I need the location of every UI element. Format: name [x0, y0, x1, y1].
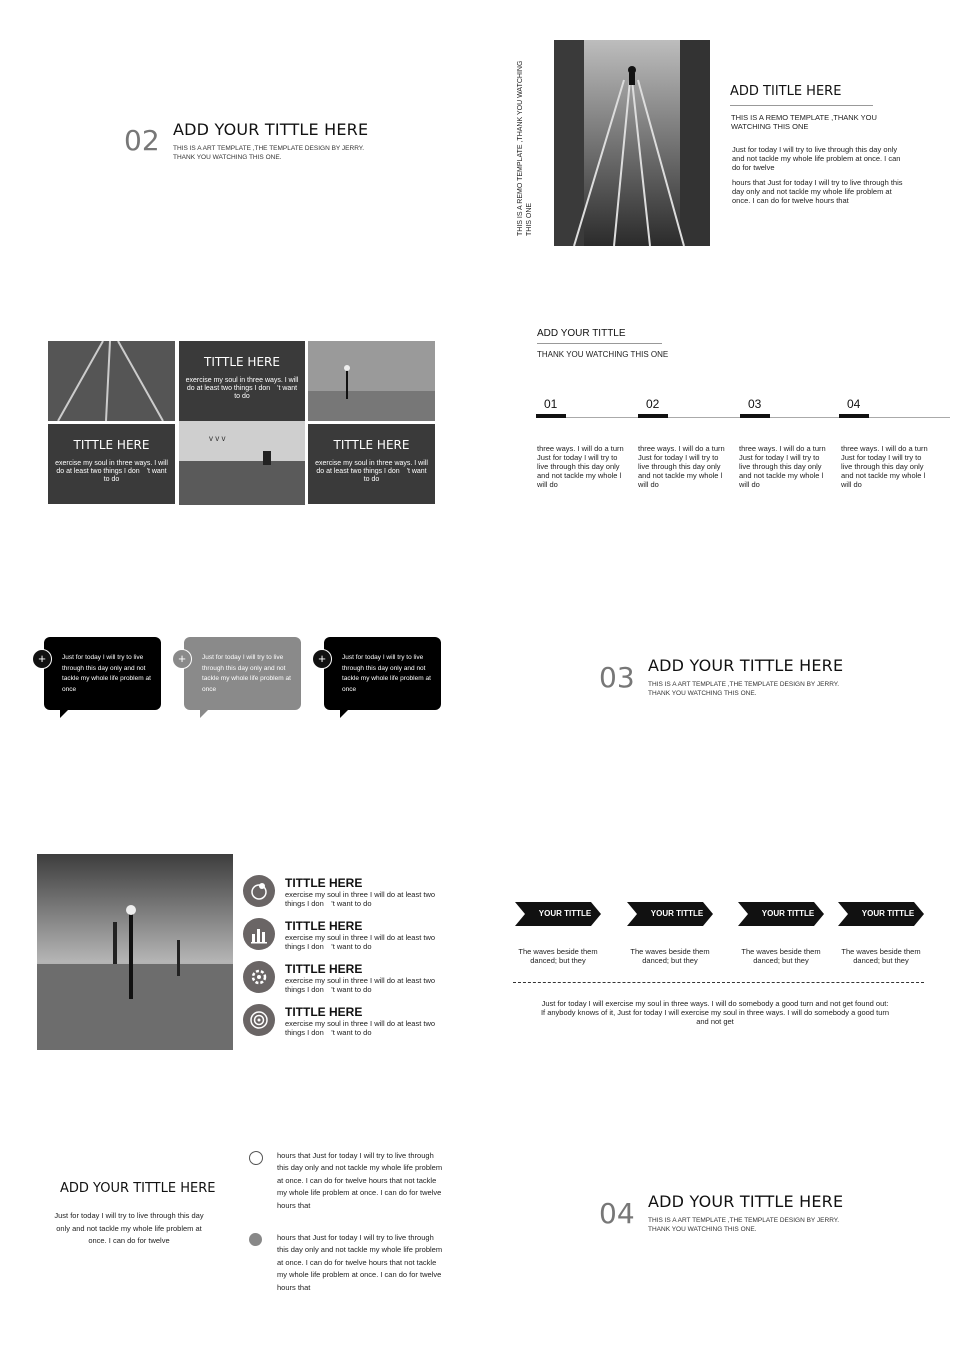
- chevron-text: The waves beside them danced; but they: [630, 947, 710, 965]
- title-tile-2: [48, 424, 175, 504]
- step-number: 03: [748, 397, 762, 411]
- tile-desc: exercise my soul in three ways. I will do at least two things I don 't want to do: [315, 460, 428, 483]
- globe-pin-icon: [243, 875, 275, 907]
- footer-text: Just for today I will exercise my soul in three ways. I will do somebody a good turn and not get found out: If anybody knows of it, Just for today I will exercise my soul in three ways. I will do somebody a good turn and not get: [540, 999, 890, 1026]
- item-title: TITTLE HERE: [285, 919, 363, 933]
- bar-chart-icon: [243, 918, 275, 950]
- item-desc: exercise my soul in three I will do at least two things I don 't want to do: [285, 933, 436, 951]
- birds-beach-photo: [179, 421, 305, 505]
- section-title: ADD YOUR TITTLE HERE: [648, 656, 844, 675]
- title-divider: [537, 343, 662, 344]
- step-number: 04: [847, 397, 861, 411]
- slide-subtitle: THANK YOU WATCHING THIS ONE: [537, 350, 669, 359]
- slide-title: ADD YOUR TITTLE: [537, 328, 626, 339]
- chevron-label: YOUR TITTLE: [650, 909, 704, 918]
- dashed-divider: [513, 982, 924, 983]
- bullet-text: hours that Just for today I will try to live through this day only and not tackle my whole life problem at once. I can do for twelve hours that not tackle my whole life problem at once. I can do for twelve hours that: [277, 1233, 443, 1292]
- target-icon: [243, 1004, 275, 1036]
- bubble-tail: [60, 709, 69, 718]
- bubble-tail: [340, 709, 349, 718]
- tile-title: TITTLE HERE: [204, 355, 280, 369]
- section-title: ADD YOUR TITTLE HERE: [648, 1192, 844, 1211]
- tile-title: TITTLE HERE: [73, 438, 150, 452]
- tram-tracks-image: [554, 40, 710, 246]
- step-marker: [638, 414, 668, 418]
- tracks-photo-tile: [48, 341, 175, 421]
- step-number: 02: [646, 397, 660, 411]
- item-title: TITTLE HERE: [285, 962, 363, 976]
- step-text: three ways. I will do a turn Just for today I will try to live through this day only and not tackle my whole l will do: [537, 444, 624, 489]
- section-number: 03: [599, 661, 635, 694]
- section-subtitle: THIS IS A ART TEMPLATE ,THE TEMPLATE DESIGN BY JERRY. THANK YOU WATCHING THIS ONE.: [648, 681, 840, 697]
- tile-desc: exercise my soul in three ways. I will do at least two things I don 't want to do: [185, 377, 299, 400]
- chevron-label: YOUR TITTLE: [538, 909, 592, 918]
- bullet-filled: [249, 1233, 262, 1246]
- step-text: three ways. I will do a turn Just for today I will try to live through this day only and not tackle my whole l will do: [638, 444, 725, 489]
- tracks-image: [48, 341, 175, 421]
- slide-title: ADD YOUR TITTLE HERE: [60, 1181, 216, 1196]
- step-text: three ways. I will do a turn Just for today I will try to live through this day only and not tackle my whole l will do: [739, 444, 826, 489]
- slide-text: Just for today I will try to live through this day only and not tackle my whole life problem at once. I can do for twelve: [54, 1211, 204, 1245]
- birds-beach-image: [179, 421, 305, 505]
- bullet-outline: [249, 1151, 263, 1165]
- chevron-text: The waves beside them danced; but they: [518, 947, 598, 965]
- chevron-text: The waves beside them danced; but they: [841, 947, 921, 965]
- slide-subtitle: THIS IS A REMO TEMPLATE ,THANK YOU WATCHING THIS ONE: [731, 113, 877, 131]
- bubble-tail: [200, 709, 209, 718]
- bubble-text: Just for today I will try to live through this day only and not tackle my whole life problem at once: [202, 654, 291, 693]
- plus-icon[interactable]: +: [32, 649, 52, 669]
- section-number: 04: [599, 1197, 635, 1230]
- gear-icon: [243, 961, 275, 993]
- step-marker: [839, 414, 869, 418]
- section-title: ADD YOUR TITTLE HERE: [173, 120, 369, 139]
- chevron-label: YOUR TITTLE: [861, 909, 915, 918]
- lamp-seaside-photo: [308, 341, 435, 421]
- lamp-seaside-image: [308, 341, 435, 421]
- street-lamp-image: [37, 854, 233, 1050]
- bubble-text: Just for today I will try to live through this day only and not tackle my whole life problem at once: [342, 654, 431, 693]
- tram-tracks-photo: [554, 40, 710, 246]
- item-desc: exercise my soul in three I will do at least two things I don 't want to do: [285, 976, 436, 994]
- item-desc: exercise my soul in three I will do at least two things I don 't want to do: [285, 1019, 436, 1037]
- title-divider: [730, 105, 873, 106]
- item-desc: exercise my soul in three I will do at least two things I don 't want to do: [285, 890, 436, 908]
- vertical-caption: THIS IS A REMO TEMPLATE ,THANK YOU WATCHING THIS ONE: [517, 60, 533, 236]
- step-number: 01: [544, 397, 558, 411]
- plus-icon[interactable]: +: [312, 649, 332, 669]
- chevron-label: YOUR TITTLE: [761, 909, 815, 918]
- bubble-text: Just for today I will try to live through this day only and not tackle my whole life problem at once: [62, 654, 151, 693]
- item-title: TITTLE HERE: [285, 876, 363, 890]
- speech-bubble: [178, 637, 301, 710]
- plus-icon[interactable]: +: [172, 649, 192, 669]
- tile-desc: exercise my soul in three ways. I will do at least two things I don 't want to do: [55, 460, 168, 483]
- step-marker: [536, 414, 566, 418]
- chevron-text: The waves beside them danced; but they: [741, 947, 821, 965]
- paragraph-2: hours that Just for today I will try to live through this day only and not tackle my whole life problem at once. I can do for twelve hours that: [732, 178, 903, 205]
- title-tile-1: [179, 341, 305, 421]
- step-text: three ways. I will do a turn Just for today I will try to live through this day only and not tackle my whole l will do: [841, 444, 928, 489]
- speech-bubble: [318, 637, 441, 710]
- street-lamp-photo: [37, 854, 233, 1050]
- section-subtitle: THIS IS A ART TEMPLATE ,THE TEMPLATE DESIGN BY JERRY. THANK YOU WATCHING THIS ONE.: [648, 1217, 840, 1233]
- section-subtitle: THIS IS A ART TEMPLATE ,THE TEMPLATE DESIGN BY JERRY. THANK YOU WATCHING THIS ONE.: [173, 145, 365, 161]
- paragraph-1: Just for today I will try to live through this day only and not tackle my whole life problem at once. I can do for twelve: [732, 145, 901, 172]
- item-title: TITTLE HERE: [285, 1005, 363, 1019]
- slide-title: ADD TIITLE HERE: [730, 84, 842, 99]
- tile-title: TITTLE HERE: [333, 438, 410, 452]
- speech-bubble: [38, 637, 161, 710]
- title-tile-3: [308, 424, 435, 504]
- step-marker: [740, 414, 770, 418]
- section-number: 02: [124, 124, 160, 157]
- bullet-text: hours that Just for today I will try to live through this day only and not tackle my whole life problem at once. I can do for twelve hours that not tackle my whole life problem at once. I can do for twelve hours that: [277, 1151, 443, 1210]
- svg-text:v v v: v v v: [209, 434, 226, 443]
